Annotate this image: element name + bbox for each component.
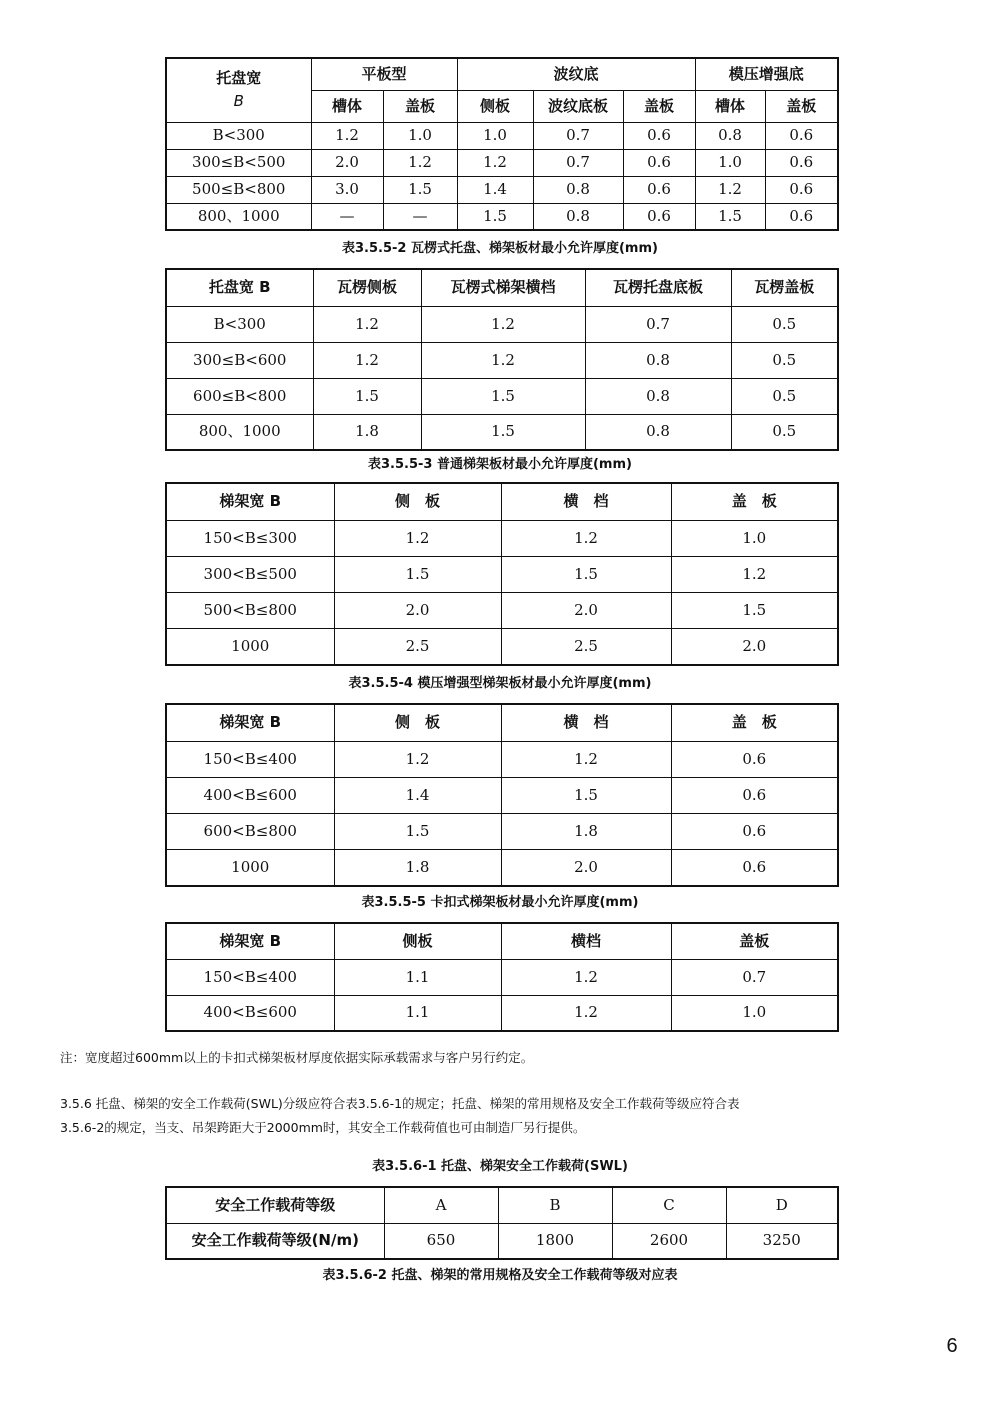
cell: 3250 [726, 1223, 838, 1259]
cell: 1.5 [334, 556, 501, 592]
cell: 300≤B<500 [166, 149, 311, 176]
cell: B [498, 1187, 612, 1223]
note: 注：宽度超过600mm以上的卡扣式梯架板材厚度依据实际承载需求与客户另行约定。 [60, 1050, 534, 1065]
header-flat: 平板型 [311, 58, 457, 90]
cell: 0.8 [585, 378, 731, 414]
subheader: 波纹底板 [533, 90, 623, 122]
cell: 2.0 [671, 628, 838, 665]
table-row [166, 306, 838, 342]
table-row [166, 813, 838, 849]
column-header: 瓦楞托盘底板 [585, 269, 731, 306]
cell: 0.8 [585, 342, 731, 378]
cell: B<300 [166, 122, 311, 149]
cell: — [383, 203, 457, 230]
table-4 [165, 703, 839, 887]
cell: 1000 [166, 628, 334, 665]
header-molded: 模压增强底 [695, 58, 838, 90]
cell: 1.2 [334, 741, 501, 777]
cell: 0.6 [765, 203, 838, 230]
cell: 0.6 [765, 149, 838, 176]
column-header: 横档 [501, 923, 671, 959]
table-3 [165, 482, 839, 666]
cell: 150<B≤400 [166, 959, 334, 995]
table-row [166, 849, 838, 886]
cell: 0.6 [623, 149, 695, 176]
column-header: 梯架宽 B [166, 923, 334, 959]
cell: 1.2 [313, 342, 421, 378]
cell: 1.5 [421, 378, 585, 414]
cell: 1.2 [421, 306, 585, 342]
subheader: 侧板 [457, 90, 533, 122]
cell: 1.2 [671, 556, 838, 592]
table-row [166, 628, 838, 665]
cell: C [612, 1187, 726, 1223]
cell: 1.2 [501, 995, 671, 1031]
cell: 650 [384, 1223, 498, 1259]
cell: 1.0 [671, 995, 838, 1031]
caption-table-6: 表3.5.6-1 托盘、梯架安全工作载荷(SWL) [372, 1159, 628, 1174]
column-header: 横 档 [501, 483, 671, 520]
paragraph-line-2: 3.5.6-2的规定，当支、吊架跨距大于2000mm时，其安全工作载荷值也可由制造厂另行提供。 [60, 1120, 586, 1135]
cell: 1.5 [457, 203, 533, 230]
table-6 [165, 1186, 839, 1260]
cell: 1.0 [383, 122, 457, 149]
table-row [166, 378, 838, 414]
cell: 1.0 [671, 520, 838, 556]
cell: 2.5 [334, 628, 501, 665]
cell: 1.8 [313, 414, 421, 450]
cell: 0.5 [731, 378, 838, 414]
caption-table-5: 表3.5.5-5 卡扣式梯架板材最小允许厚度(mm) [361, 895, 639, 910]
table-row [166, 777, 838, 813]
column-header: 侧板 [334, 923, 501, 959]
table-row [166, 1187, 838, 1223]
cell: 1.5 [421, 414, 585, 450]
cell: 0.6 [671, 813, 838, 849]
cell: 600≤B<800 [166, 378, 313, 414]
cell: 1.4 [457, 176, 533, 203]
cell: 400<B≤600 [166, 777, 334, 813]
cell: 1.2 [334, 520, 501, 556]
cell: 150<B≤400 [166, 741, 334, 777]
cell: 800、1000 [166, 203, 311, 230]
cell: 0.8 [533, 203, 623, 230]
cell: 0.7 [585, 306, 731, 342]
column-header: 侧 板 [334, 483, 501, 520]
cell: 1.2 [501, 741, 671, 777]
cell: 300<B≤500 [166, 556, 334, 592]
table-row [166, 1223, 838, 1259]
column-header: 横 档 [501, 704, 671, 741]
paragraph-line-1: 3.5.6 托盘、梯架的安全工作载荷(SWL)分级应符合表3.5.6-1的规定；托盘、梯架的常用规格及安全工作载荷等级应符合表 [60, 1096, 740, 1111]
table-2 [165, 268, 839, 451]
cell: 1.2 [457, 149, 533, 176]
cell: 150<B≤300 [166, 520, 334, 556]
cell: 1.2 [501, 959, 671, 995]
cell: 0.5 [731, 414, 838, 450]
cell: 0.8 [533, 176, 623, 203]
table-1 [165, 57, 839, 231]
cell: 1.2 [313, 306, 421, 342]
row-header: 安全工作载荷等级 [166, 1187, 384, 1223]
cell: 1.2 [383, 149, 457, 176]
table-row [166, 592, 838, 628]
table-row [166, 556, 838, 592]
column-header: 瓦楞侧板 [313, 269, 421, 306]
caption-table-4: 表3.5.5-4 模压增强型梯架板材最小允许厚度(mm) [348, 676, 652, 691]
cell: 0.6 [623, 203, 695, 230]
cell: 1800 [498, 1223, 612, 1259]
cell: 2.0 [501, 849, 671, 886]
table-row [166, 342, 838, 378]
cell: 0.8 [585, 414, 731, 450]
cell: B<300 [166, 306, 313, 342]
cell: 400<B≤600 [166, 995, 334, 1031]
table-row [166, 203, 838, 230]
subheader: 槽体 [695, 90, 765, 122]
cell: 1.8 [501, 813, 671, 849]
cell: 1.5 [334, 813, 501, 849]
caption-table-2: 表3.5.5-2 瓦楞式托盘、梯架板材最小允许厚度(mm) [342, 241, 658, 256]
cell: 1000 [166, 849, 334, 886]
cell: 2.0 [311, 149, 383, 176]
subheader: 盖板 [765, 90, 838, 122]
caption-table-3: 表3.5.5-3 普通梯架板材最小允许厚度(mm) [368, 457, 632, 472]
cell: 1.1 [334, 995, 501, 1031]
cell: 0.7 [533, 122, 623, 149]
cell: 0.8 [695, 122, 765, 149]
column-header: 梯架宽 B [166, 704, 334, 741]
cell: 0.6 [765, 176, 838, 203]
cell: A [384, 1187, 498, 1223]
column-header: 盖板 [671, 923, 838, 959]
column-header: 盖 板 [671, 483, 838, 520]
column-header: 侧 板 [334, 704, 501, 741]
cell: 0.7 [533, 149, 623, 176]
cell: — [311, 203, 383, 230]
caption-table-7: 表3.5.6-2 托盘、梯架的常用规格及安全工作载荷等级对应表 [322, 1268, 678, 1283]
cell: 1.2 [695, 176, 765, 203]
cell: 1.0 [695, 149, 765, 176]
cell: 0.6 [671, 849, 838, 886]
table-row [166, 959, 838, 995]
cell: 0.7 [671, 959, 838, 995]
column-header: 盖 板 [671, 704, 838, 741]
cell: 1.5 [313, 378, 421, 414]
cell: 2.0 [334, 592, 501, 628]
cell: 1.0 [457, 122, 533, 149]
cell: 0.6 [765, 122, 838, 149]
cell: 3.0 [311, 176, 383, 203]
row-header: 安全工作载荷等级(N/m) [166, 1223, 384, 1259]
cell: 0.6 [623, 122, 695, 149]
cell: 500<B≤800 [166, 592, 334, 628]
header-width [166, 58, 311, 122]
cell: 2.5 [501, 628, 671, 665]
column-header: 梯架宽 B [166, 483, 334, 520]
cell: 0.6 [623, 176, 695, 203]
cell: 1.1 [334, 959, 501, 995]
table-row [166, 520, 838, 556]
cell: 1.2 [501, 520, 671, 556]
header-width-line2: B [233, 92, 244, 111]
cell: 2600 [612, 1223, 726, 1259]
cell: 1.5 [383, 176, 457, 203]
subheader: 盖板 [383, 90, 457, 122]
table-5 [165, 922, 839, 1032]
table-row [166, 741, 838, 777]
table-row [166, 414, 838, 450]
column-header: 托盘宽 B [166, 269, 313, 306]
cell: 500≤B<800 [166, 176, 311, 203]
page-number: 6 [946, 1335, 958, 1357]
subheader: 盖板 [623, 90, 695, 122]
table-row [166, 176, 838, 203]
cell: 0.5 [731, 306, 838, 342]
header-corrugated: 波纹底 [457, 58, 695, 90]
cell: 0.6 [671, 741, 838, 777]
cell: 1.4 [334, 777, 501, 813]
cell: 1.8 [334, 849, 501, 886]
column-header: 瓦楞盖板 [731, 269, 838, 306]
cell: 1.5 [501, 777, 671, 813]
cell: 1.5 [695, 203, 765, 230]
cell: 800、1000 [166, 414, 313, 450]
cell: 1.2 [311, 122, 383, 149]
cell: 300≤B<600 [166, 342, 313, 378]
table-row [166, 122, 838, 149]
cell: 0.5 [731, 342, 838, 378]
header-width-line1: 托盘宽 [216, 69, 262, 88]
cell: 600<B≤800 [166, 813, 334, 849]
subheader: 槽体 [311, 90, 383, 122]
cell: 1.5 [501, 556, 671, 592]
cell: 1.2 [421, 342, 585, 378]
cell: 1.5 [671, 592, 838, 628]
cell: 0.6 [671, 777, 838, 813]
cell: D [726, 1187, 838, 1223]
column-header: 瓦楞式梯架横档 [421, 269, 585, 306]
table-row [166, 149, 838, 176]
cell: 2.0 [501, 592, 671, 628]
table-row [166, 995, 838, 1031]
